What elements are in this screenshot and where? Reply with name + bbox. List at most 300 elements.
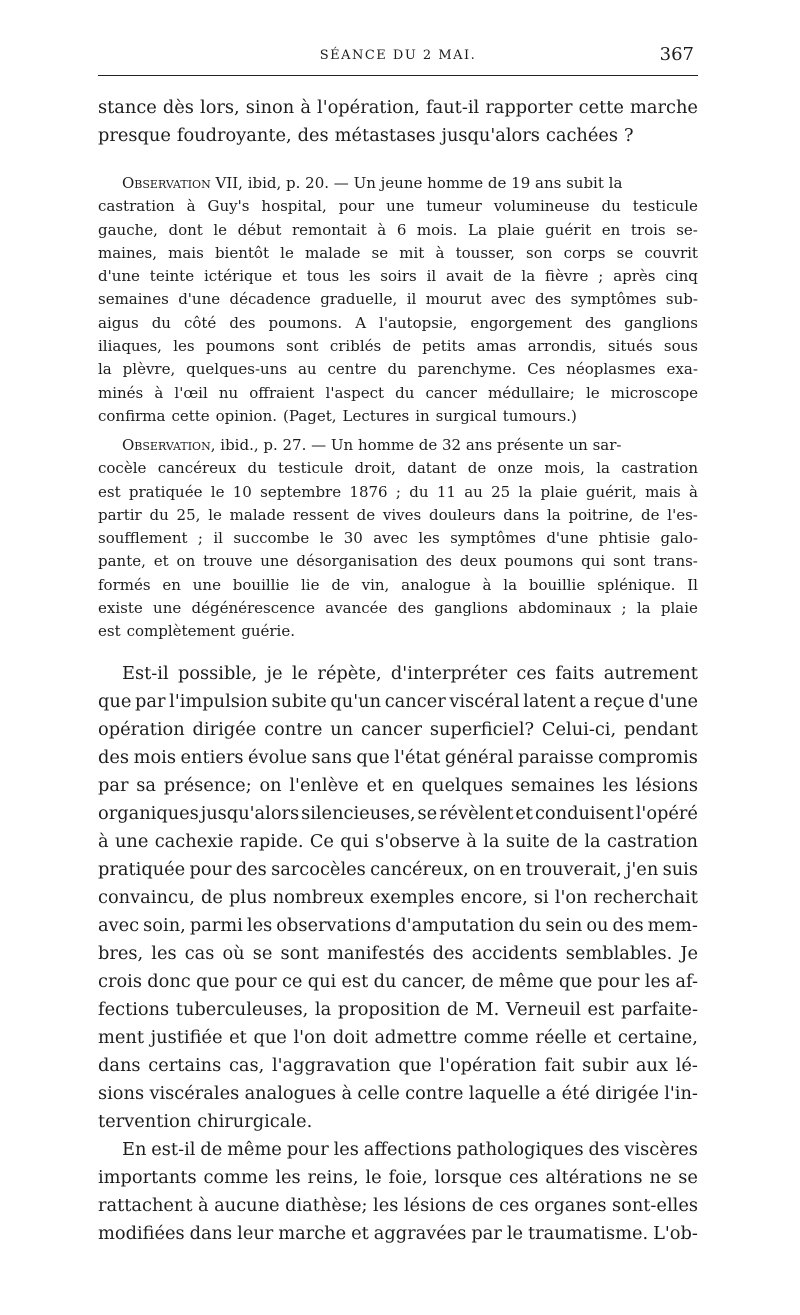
word: ces [516,663,546,684]
word: l'aspect [325,383,385,402]
word: est [341,971,369,992]
word: 30 [343,529,363,548]
word: la [98,360,112,379]
word: que [98,691,132,712]
word: se [417,803,438,824]
word: conduisent [534,803,634,824]
word: réelle [535,1027,587,1048]
word: ces [508,1167,539,1188]
word: droit, [354,459,396,478]
word: lie [301,575,320,594]
word: La [468,220,487,239]
word: ; [621,599,627,618]
word: certains [148,1055,222,1076]
word: dans [189,1223,233,1244]
word: Guy's [207,197,250,216]
word: même [498,971,554,992]
word: à [341,1083,353,1104]
word: on [176,552,196,571]
word: Ce [309,831,334,852]
text-line [98,1080,698,1108]
word: des [235,859,267,880]
word: castration [98,197,175,216]
word: est-il [151,1139,196,1160]
word: désorganisation [296,552,418,571]
word: analogues [244,1083,337,1104]
word: cancer [384,691,446,712]
word: semaines [98,290,169,309]
word: que [356,747,390,768]
word: soufflement [98,529,188,548]
word: centre [327,360,377,379]
word: son [526,243,553,262]
word: engorgement [470,313,572,332]
word: sont [280,943,319,964]
word: subite [271,691,327,712]
word: sont [613,552,646,571]
word: métastases [334,125,436,146]
text-line [98,335,698,358]
word: tervention [98,1111,192,1132]
word: confirma [98,406,166,425]
word: manifestés [326,943,425,964]
word: M. [475,999,500,1020]
word: d'une [546,529,589,548]
word: ; [395,482,401,501]
word: et [366,775,385,796]
word: remontait [291,220,367,239]
word: ictérique [203,267,273,286]
word: aigus [98,313,139,332]
word: par [135,691,166,712]
word: 25 [491,482,511,501]
word: les [151,943,177,964]
word: castration [607,831,698,852]
running-title: SÉANCE DU 2 MAI. [319,48,477,63]
word: que [398,1055,432,1076]
word: du [409,482,429,501]
word: par [98,775,129,796]
text-line [98,1052,698,1080]
word: répète, [317,663,382,684]
word: le [291,663,309,684]
word: plaie [660,599,698,618]
word: les [644,971,671,992]
word: pour [286,1139,329,1160]
word: les [602,775,628,796]
word: l'autopsie, [379,313,458,332]
word: parfaite- [620,999,698,1020]
word: faut-il [426,97,480,118]
header-rule [98,75,698,76]
word: Il [687,575,698,594]
word: on [259,775,282,796]
word: viscérales [149,1083,240,1104]
word: silencieuses, [301,803,416,824]
word: à [377,220,387,239]
word: la [314,999,332,1020]
word: au [297,360,317,379]
word: doit [332,1027,368,1048]
text-line [98,1220,698,1248]
word: 11 [436,482,456,501]
word: l'opération [439,1055,537,1076]
word: une [386,197,415,216]
word: tumours.) [502,406,577,425]
observation-first-line [98,172,698,195]
word: faits [555,663,595,684]
text-line [98,884,698,912]
word: quelques [421,775,504,796]
word: reins, [307,1167,359,1188]
text-line [98,1024,698,1052]
word: L'ob- [653,1223,698,1244]
word: je [266,663,283,684]
text-line [98,550,698,573]
word: importants [98,1167,197,1188]
text-line [98,122,698,150]
word: du [247,459,267,478]
word: dégénérescence [191,599,315,618]
word: les [373,1195,399,1216]
word: vives [382,505,422,524]
word: se [616,243,634,262]
word: convaincu, [98,887,195,908]
word: révèlent [439,803,514,824]
word: semblables. [565,943,673,964]
word: foie, [388,1167,428,1188]
word: sa [136,775,156,796]
word: se [371,243,389,262]
word: hospital, [261,197,327,216]
word: des [397,599,424,618]
word: 1876 [349,482,388,501]
text-line [98,195,698,218]
word: et [351,1223,369,1244]
word: l'enlève [289,775,359,796]
word: il [406,290,417,309]
word: ou [586,915,609,936]
word: trans- [653,552,698,571]
word: ? [624,125,634,146]
word: galo- [660,529,698,548]
word: de [493,267,512,286]
word: Celui-ci, [541,719,617,740]
word: fait [544,1055,575,1076]
word: in [415,406,430,425]
word: cachexie [154,831,234,852]
word: qui [581,552,606,571]
word: les [418,529,440,548]
text-line [98,912,698,940]
word: les [333,1139,359,1160]
word: la [546,505,561,524]
text-line [98,1136,698,1164]
text-line [98,688,698,716]
word: à [186,197,196,216]
word: il [213,529,223,548]
word: pante, [98,552,146,571]
word: néoplasmes [566,360,656,379]
word: suite [505,831,550,852]
word: soin, [143,915,186,936]
paragraph-final [98,1136,698,1248]
word: j'en [625,859,659,880]
word: suis [662,859,698,880]
word: de [446,999,469,1020]
word: recherchait [593,887,698,908]
word: avec [373,529,408,548]
word: se [252,943,273,964]
word: cas, [228,1055,265,1076]
word: partir [98,505,142,524]
word: maines, [98,243,157,262]
word: cas [184,943,215,964]
word: surgical [435,406,497,425]
word: opinion. [215,406,278,425]
word: poumons [205,337,275,356]
word: en [601,220,621,239]
word: sous [663,337,698,356]
word: modifiées [98,1223,185,1244]
word: dirigée [595,1083,659,1104]
text-line [98,716,698,744]
text-line [98,457,698,480]
word: le [280,243,294,262]
word: et [153,552,169,571]
word: les [275,1167,301,1188]
word: pour [234,971,277,992]
word: ; [598,267,604,286]
text-line [98,242,698,265]
word: évolue [248,747,307,768]
word: à [482,575,492,594]
word: dirigée [192,719,257,740]
running-head [98,42,698,72]
word: Verneuil [505,999,581,1020]
word: bouillie [232,575,290,594]
word: trouverait, [525,859,622,880]
word: avait [446,267,484,286]
word: le [506,1223,524,1244]
word: plaie [497,220,535,239]
word: à [300,97,311,118]
word: laquelle [468,1083,541,1104]
word: de [467,459,487,478]
word: testicule [278,459,344,478]
word: celle [357,1083,400,1104]
word: symptômes [570,290,657,309]
word: offraient [249,383,315,402]
word: trois [630,220,666,239]
word: la [518,482,533,501]
word: de [356,505,376,524]
word: cancer [360,719,422,740]
word: cachées [545,125,619,146]
word: certaine, [617,1027,698,1048]
word: l'état [394,747,441,768]
word: pour [597,971,640,992]
word: si [533,887,549,908]
text-line [98,1164,698,1192]
word: plus [229,887,267,908]
word: de [331,575,350,594]
word: avec [490,290,526,309]
word: pratiquée [128,482,203,501]
word: analogue [401,575,471,594]
word: été [561,1083,590,1104]
word: 25, [176,505,201,524]
word: marche [630,97,698,118]
word: à [154,383,164,402]
word: bientôt [214,243,269,262]
word: cocèle [98,459,147,478]
text-line [98,312,698,335]
word: le [210,482,225,501]
word: du [395,383,415,402]
observation-p27 [98,434,698,644]
word: l'opéré [635,803,698,824]
word: de [471,971,494,992]
word: le [213,220,228,239]
word: la [636,599,651,618]
word: mit [399,243,425,262]
word: rapide. [239,831,304,852]
word: se- [676,220,698,239]
word: sans [311,747,352,768]
word: dès [162,97,194,118]
word: du [518,915,542,936]
word: aux [635,1055,668,1076]
word: des [229,313,256,332]
word: l'on [293,1027,327,1048]
word: petits [422,337,466,356]
word: pour [189,859,232,880]
word: de [201,887,223,908]
word: dans [98,1055,141,1076]
word: quelques-uns [186,360,288,379]
text-line [98,968,698,996]
word: se [678,1167,698,1188]
word: rapporter [485,97,573,118]
word: abdominaux [518,599,612,618]
text-line [98,940,698,968]
word: le [365,1167,382,1188]
paragraph-main [98,660,698,1136]
word: guérit [545,220,592,239]
word: minés [98,383,144,402]
word: l'œil [174,383,208,402]
word: du [149,505,169,524]
word: sont-elles [612,1195,698,1216]
word: même [227,1139,282,1160]
word: cancéreux, [370,859,469,880]
word: à [98,831,109,852]
word: traumatisme. [528,1223,649,1244]
word: à [466,831,477,852]
text-line [98,94,698,122]
word: volumineuse [493,197,590,216]
word: la [521,267,536,286]
word: comme [203,1167,269,1188]
word: la [483,831,500,852]
word: du [601,197,621,216]
word: à [689,482,698,501]
word: lorsque [434,1167,502,1188]
word: contre [264,719,323,740]
word: d'amputation [395,915,515,936]
word: situés [607,337,653,356]
word: de [556,831,579,852]
word: En [122,1139,147,1160]
word: et [229,1027,247,1048]
word: de [200,1139,223,1160]
word: Est-il [122,663,169,684]
word: une [192,575,221,594]
word: mois, [544,459,585,478]
word: sions [98,1083,145,1104]
word: phtisie [598,529,651,548]
word: les [349,267,371,286]
word: que [558,971,593,992]
word: s'observe [375,831,460,852]
word: subir [582,1055,629,1076]
word: de [471,1195,494,1216]
word: à [198,1195,209,1216]
word: en [162,575,181,594]
word: mois. [416,220,458,239]
word: plaie [540,482,578,501]
word: datant [407,459,457,478]
word: viscéral [449,691,520,712]
word: sont [286,337,319,356]
word: en [499,859,522,880]
word: paraisse [518,747,594,768]
word: compromis [598,747,698,768]
word: altérations [545,1167,643,1188]
word: stance [98,97,157,118]
word: du [387,360,407,379]
word: est [98,622,121,641]
word: donc [147,971,191,992]
word: formés [98,575,151,594]
word: cancer, [401,971,467,992]
word: du [151,313,171,332]
word: 6 [396,220,407,239]
word: sinon [245,97,295,118]
word: a [579,691,590,712]
word: superficiel? [429,719,535,740]
word: ce [281,971,303,992]
word: soirs [380,267,417,286]
word: que [253,1027,287,1048]
word: l'es- [667,505,698,524]
word: nu [218,383,239,402]
text-line [98,288,698,311]
word: aggravées [373,1223,467,1244]
word: opération [98,719,185,740]
word: après [613,267,656,286]
word: le [208,505,222,524]
word: testicule [632,197,698,216]
word: succombe [233,529,310,548]
word: sub- [665,290,698,309]
text-line [98,265,698,288]
word: cancéreux [157,459,237,478]
text-line [98,800,698,828]
word: la [584,831,601,852]
word: qui [340,831,369,852]
